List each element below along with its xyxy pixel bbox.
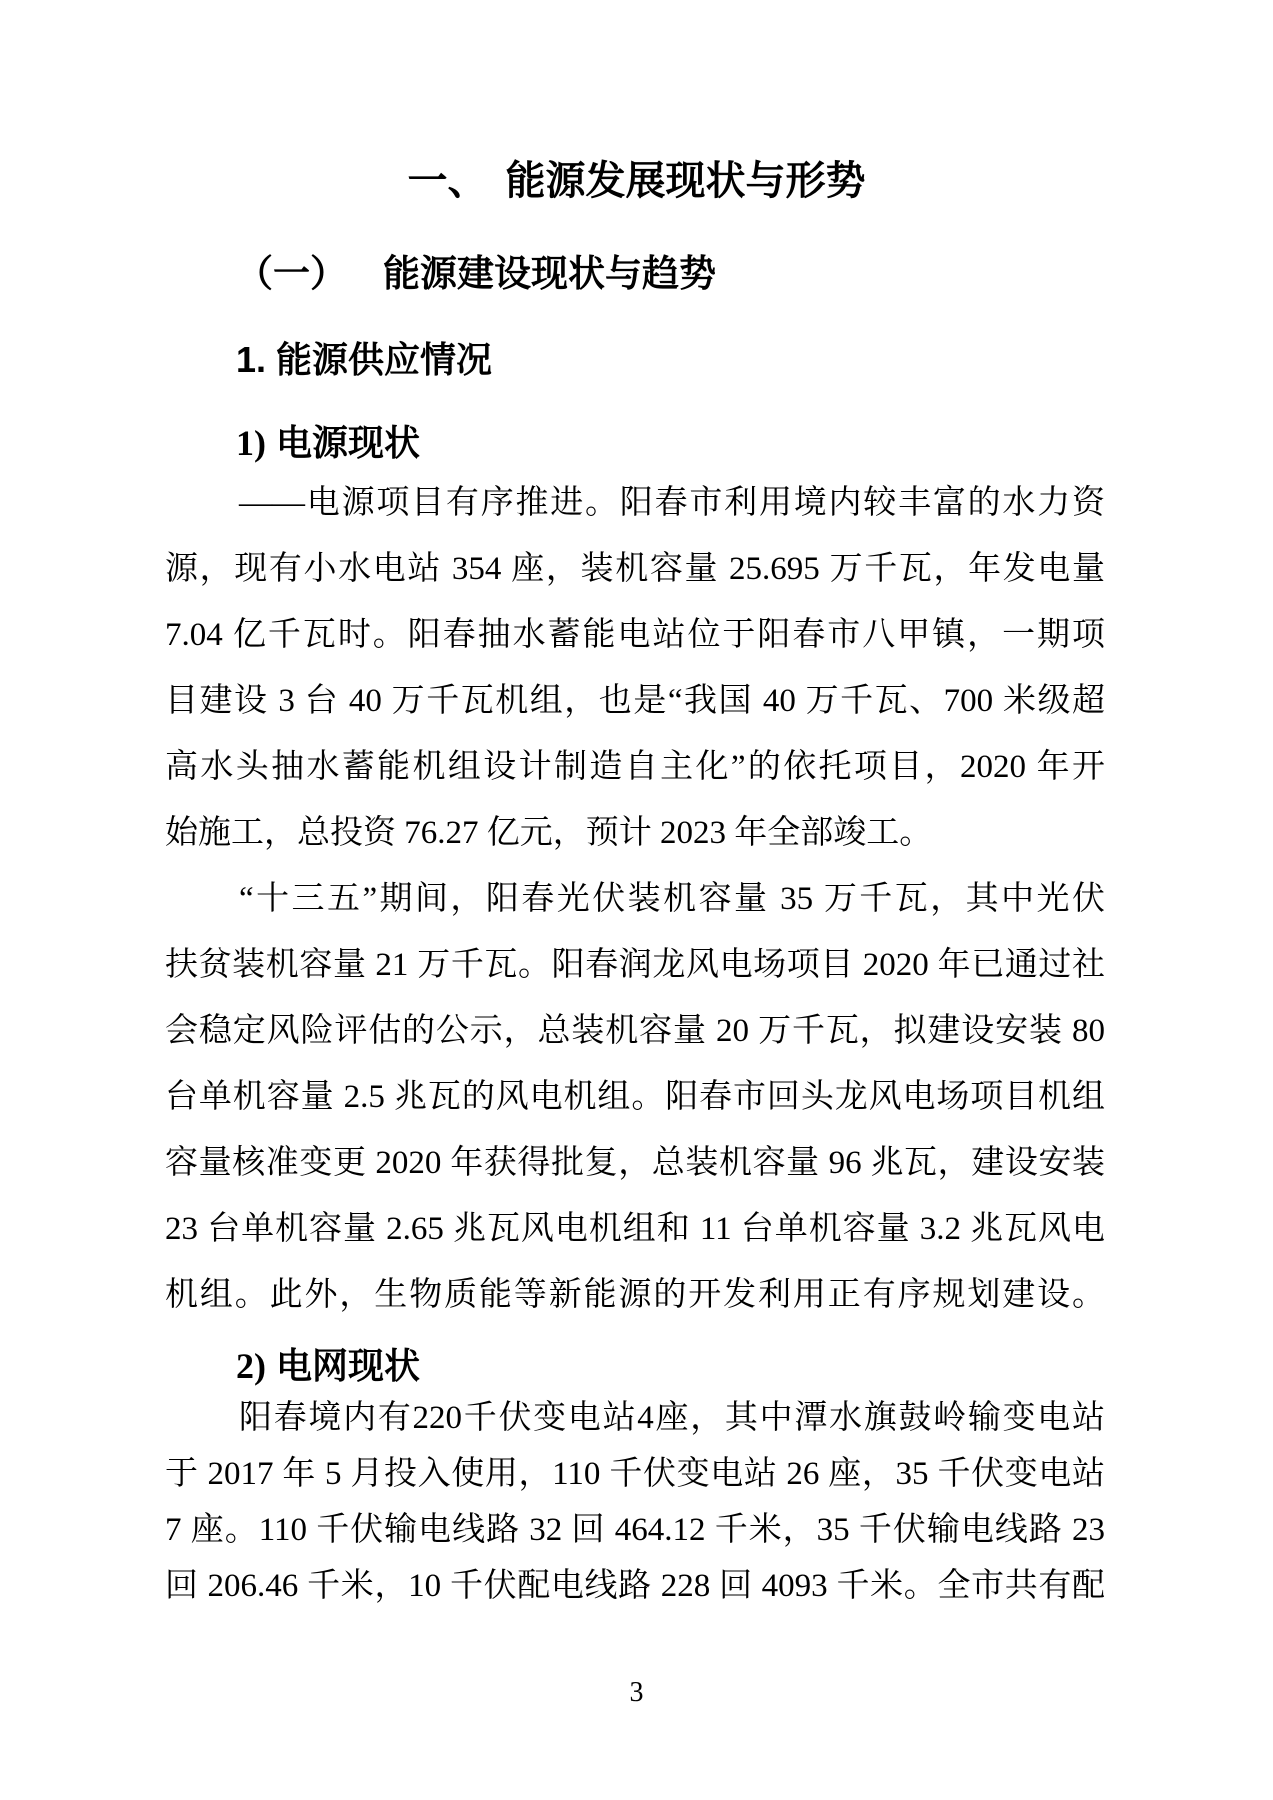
body-line: 7.04 亿千瓦时。阳春抽水蓄能电站位于阳春市八甲镇，一期项 <box>165 617 1105 653</box>
body-line: 于 2017 年 5 月投入使用，110 千伏变电站 26 座，35 千伏变电站 <box>165 1456 1105 1492</box>
section-heading-1 <box>236 254 716 294</box>
body-line: 机组。此外，生物质能等新能源的开发利用正有序规划建设。 <box>165 1277 1105 1313</box>
body-line: 23 台单机容量 2.65 兆瓦风电机组和 11 台单机容量 3.2 兆瓦风电 <box>165 1211 1105 1247</box>
item-heading-power-source <box>236 423 420 463</box>
body-line: 7 座。110 千伏输电线路 32 回 464.12 千米，35 千伏输电线路 23 <box>165 1512 1105 1548</box>
page-title <box>0 158 1273 204</box>
body-line: 目建设 3 台 40 万千瓦机组，也是“我国 40 万千瓦、700 米级超 <box>165 683 1105 719</box>
body-line: “十三五”期间，阳春光伏装机容量 35 万千瓦，其中光伏 <box>239 881 1105 917</box>
subsection-heading-1-number: 1. <box>236 339 267 380</box>
item-heading-power-grid-text: 电网现状 <box>276 1346 421 1386</box>
body-paragraphs-power <box>165 470 1105 1328</box>
page-title-number: 一、 <box>407 159 488 203</box>
page-title-text: 能源发展现状与形势 <box>505 159 866 203</box>
section-heading-1-text: 能源建设现状与趋势 <box>383 253 716 294</box>
body-line: 始施工，总投资 76.27 亿元，预计 2023 年全部竣工。 <box>165 815 933 851</box>
body-line: 源，现有小水电站 354 座，装机容量 25.695 万千瓦，年发电量 <box>165 551 1105 587</box>
section-heading-1-number: （一） <box>236 253 347 294</box>
item-heading-power-source-number: 1) <box>236 423 266 463</box>
item-heading-power-grid <box>236 1346 420 1386</box>
subsection-heading-1 <box>236 340 492 380</box>
body-line: 会稳定风险评估的公示，总装机容量 20 万千瓦，拟建设安装 80 <box>165 1013 1105 1049</box>
page-number: 3 <box>629 1677 644 1708</box>
body-line: 台单机容量 2.5 兆瓦的风电机组。阳春市回头龙风电场项目机组 <box>165 1079 1105 1115</box>
body-line: 阳春境内有220千伏变电站4座，其中潭水旗鼓岭输变电站 <box>239 1400 1105 1436</box>
body-line: 扶贫装机容量 21 万千瓦。阳春润龙风电场项目 2020 年已通过社 <box>165 947 1105 983</box>
item-heading-power-source-text: 电源现状 <box>276 423 421 463</box>
item-heading-power-grid-number: 2) <box>236 1346 266 1386</box>
body-line: ——电源项目有序推进。阳春市利用境内较丰富的水力资 <box>239 485 1105 521</box>
body-line: 回 206.46 千米，10 千伏配电线路 228 回 4093 千米。全市共有配 <box>165 1568 1105 1604</box>
body-paragraph-grid <box>165 1390 1105 1614</box>
body-line: 容量核准变更 2020 年获得批复，总装机容量 96 兆瓦，建设安装 <box>165 1145 1105 1181</box>
body-line: 高水头抽水蓄能机组设计制造自主化”的依托项目，2020 年开 <box>165 749 1105 785</box>
subsection-heading-1-text: 能源供应情况 <box>276 339 493 380</box>
